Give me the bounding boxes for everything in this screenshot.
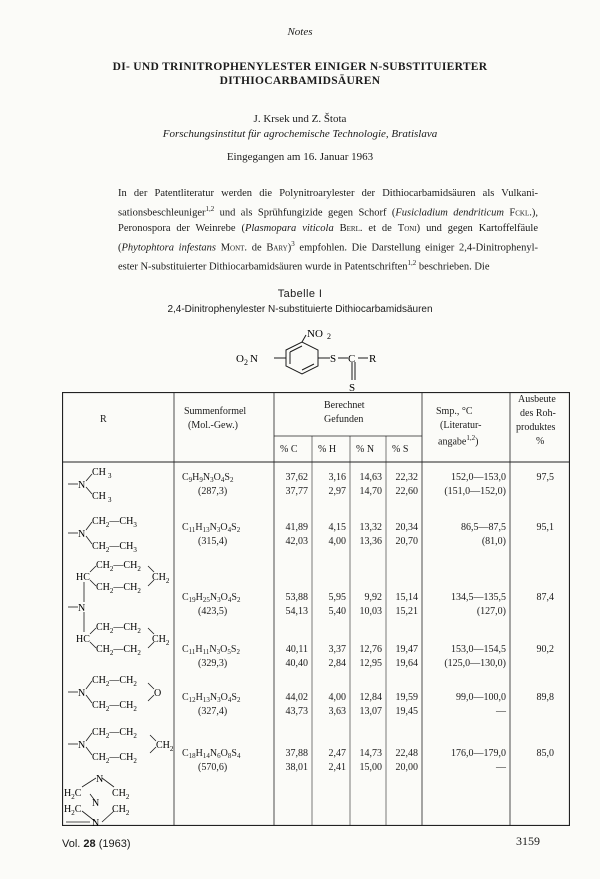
header-pct-s: % S — [392, 444, 409, 455]
r4-a: $CH_2—CH_2$ — [92, 675, 137, 688]
header-summenformel: Summenformel — [184, 406, 247, 417]
r6-n-mid: N — [92, 798, 100, 809]
value-s-calc: 19,47 — [395, 644, 418, 655]
footer-volume: Vol. 28 (1963) — [62, 838, 131, 850]
r1-a: CH — [92, 467, 106, 478]
melting-point: 134,5—135,5 — [451, 592, 506, 603]
yield: 90,2 — [536, 644, 554, 655]
table-label: Tabelle I — [277, 288, 323, 300]
r3-bot3: $CH_2$ — [152, 634, 170, 647]
value-h-calc: 5,95 — [328, 592, 346, 603]
o2n-n: N — [250, 353, 258, 365]
value-s-found: 19,45 — [395, 706, 418, 717]
value-h-calc: 2,47 — [328, 748, 346, 759]
yield: 89,8 — [536, 692, 554, 703]
r2-b: $CH_2—CH_3$ — [92, 541, 137, 554]
header-literatur: (Literatur- — [440, 420, 482, 431]
o2n-label: O — [236, 353, 244, 365]
mol-weight: (423,5) — [198, 606, 228, 617]
melting-point-lit: (151,0—152,0) — [444, 486, 506, 497]
value-s-found: 20,00 — [395, 762, 418, 773]
formula: $C_{12}H_{13}N_3O_4S_2$ — [182, 692, 241, 704]
melting-point: 176,0—179,0 — [451, 748, 506, 759]
data-table — [62, 392, 570, 826]
r3-top1: $CH_2—CH_2$ — [96, 560, 141, 573]
value-c-calc: 37,62 — [285, 472, 308, 483]
r3-n: N — [78, 603, 86, 614]
r5-m: $CH_2$ — [156, 740, 174, 753]
value-s-found: 19,64 — [395, 658, 418, 669]
r6-n-top: N — [96, 774, 104, 785]
mol-weight: (329,3) — [198, 658, 228, 669]
affiliation: Forschungsinstitut für agrochemische Technologie, Bratislava — [162, 128, 438, 140]
value-c-found: 54,13 — [285, 606, 308, 617]
value-c-calc: 37,88 — [285, 748, 308, 759]
yield: 95,1 — [536, 522, 554, 533]
melting-point: 86,5—87,5 — [461, 522, 506, 533]
r2-n: N — [78, 529, 86, 540]
value-s-calc: 22,32 — [395, 472, 418, 483]
r6-h2c-2: $H_2C$ — [64, 804, 82, 817]
value-c-found: 40,40 — [285, 658, 308, 669]
o2n-sub: 2 — [244, 358, 248, 367]
value-s-calc: 15,14 — [395, 592, 418, 603]
value-h-found: 3,63 — [328, 706, 346, 717]
table-caption: 2,4-Dinitrophenylester N-substituierte Dithiocarbamidsäuren — [167, 304, 433, 315]
value-n-calc: 12,76 — [359, 644, 382, 655]
header-produktes: produktes — [516, 422, 556, 433]
mol-weight: (287,3) — [198, 486, 228, 497]
r6-h2c-1: $H_2C$ — [64, 788, 82, 801]
yield: 97,5 — [536, 472, 554, 483]
value-h-calc: 4,15 — [328, 522, 346, 533]
value-s-found: 15,21 — [395, 606, 418, 617]
header-yield-pct: % — [536, 436, 545, 447]
r3-bot1: $CH_2—CH_2$ — [96, 622, 141, 635]
s2-label: S — [349, 382, 356, 394]
article-title — [0, 60, 600, 88]
melting-point-lit: (127,0) — [476, 606, 506, 617]
header-angabe: angabe$^{1,2}$) — [438, 434, 479, 448]
value-c-calc: 40,11 — [285, 644, 308, 655]
formula: $C_{11}H_{13}N_3O_4S_2$ — [182, 522, 241, 534]
r3-hc1: HC — [76, 572, 90, 583]
header-pct-n: % N — [356, 444, 375, 455]
melting-point: 152,0—153,0 — [451, 472, 506, 483]
header-pct-c: % C — [280, 444, 298, 455]
value-c-found: 43,73 — [285, 706, 308, 717]
svg-text:3: 3 — [108, 496, 112, 504]
running-header: Notes — [287, 26, 313, 38]
melting-point-lit: (125,0—130,0) — [444, 658, 506, 669]
value-h-calc: 3,37 — [328, 644, 346, 655]
formula: $C_9H_9N_3O_4S_2$ — [182, 472, 234, 484]
melting-point-lit: — — [496, 706, 506, 717]
value-n-calc: 12,84 — [359, 692, 382, 703]
value-n-found: 15,00 — [359, 762, 382, 773]
value-h-calc: 3,16 — [328, 472, 346, 483]
header-ausbeute: Ausbeute — [518, 394, 556, 405]
value-n-calc: 14,73 — [359, 748, 382, 759]
r3-top3: $CH_2$ — [152, 572, 170, 585]
authors: J. Krsek und Z. Štota — [253, 113, 347, 125]
r1-b: CH — [92, 491, 106, 502]
r4-o: O — [154, 688, 162, 699]
r6-ch2-1: $CH_2$ — [112, 788, 130, 801]
s-label: S — [330, 353, 337, 365]
value-n-calc: 14,63 — [359, 472, 382, 483]
header-smp: Smp., °C — [436, 406, 473, 417]
header-r: R — [100, 414, 107, 425]
value-s-found: 22,60 — [395, 486, 418, 497]
value-c-calc: 41,89 — [285, 522, 308, 533]
r3-bot2: $CH_2—CH_2$ — [96, 644, 141, 657]
value-n-found: 14,70 — [359, 486, 382, 497]
header-pct-h: % H — [318, 444, 337, 455]
value-h-found: 2,41 — [328, 762, 346, 773]
r1-n: N — [78, 480, 86, 491]
formula: $C_{11}H_{11}N_3O_5S_2$ — [182, 644, 240, 656]
melting-point-lit: (81,0) — [481, 536, 506, 547]
r5-b: $CH_2—CH_2$ — [92, 752, 137, 765]
yield: 85,0 — [536, 748, 554, 759]
value-c-found: 38,01 — [285, 762, 308, 773]
mol-weight: (327,4) — [198, 706, 228, 717]
title-line-2: DITHIOCARBAMIDSÄUREN — [219, 75, 381, 87]
melting-point: 153,0—154,5 — [451, 644, 506, 655]
value-h-found: 2,84 — [328, 658, 346, 669]
value-n-found: 13,07 — [359, 706, 382, 717]
value-s-calc: 19,59 — [395, 692, 418, 703]
r4-b: $CH_2—CH_2$ — [92, 700, 137, 713]
value-n-found: 13,36 — [359, 536, 382, 547]
value-c-calc: 44,02 — [285, 692, 308, 703]
value-s-calc: 20,34 — [395, 522, 418, 533]
header-molgew: (Mol.-Gew.) — [188, 420, 238, 431]
r6-n-bot: N — [92, 818, 100, 826]
yield: 87,4 — [536, 592, 554, 603]
r3-hc2: HC — [76, 634, 90, 645]
value-s-found: 20,70 — [395, 536, 418, 547]
c-label: C — [348, 353, 356, 365]
r3-top2: $CH_2—CH_2$ — [96, 582, 141, 595]
received-date: Eingegangen am 16. Januar 1963 — [226, 151, 374, 163]
r4-n: N — [78, 688, 86, 699]
r6-ch2-2: $CH_2$ — [112, 804, 130, 817]
r-groups — [62, 462, 174, 826]
melting-point-lit: — — [496, 762, 506, 773]
body-paragraph: In der Patentliteratur werden die Polynitroarylester der Dithiocarbamidsäuren als Vulkani-sationsbeschleuniger$^{1,2}$ und als Sprühfungizide gegen Schorf (Fusicladium dendriticum Fckl.), Peronospora der Weinrebe (Plasmopara viticola Berl. et de Toni) und gegen Kartoffelfäule (Phytophtora infestans Mont. de Bary)$^3$ empfohlen. Die Darstellung einiger 2,4-Dinitrophenyl-ester N-substituierter Dithiocarbamidsäuren wurde in Patentschriften$^{1,2}$ beschrieben. Die — [118, 188, 539, 273]
value-n-found: 12,95 — [359, 658, 382, 669]
value-h-calc: 4,00 — [328, 692, 346, 703]
mol-weight: (315,4) — [198, 536, 228, 547]
title-line-1: DI- UND TRINITROPHENYLESTER EINIGER N-SUBSTITUIERTER — [112, 61, 488, 73]
formula: $C_{19}H_{25}N_3O_4S_2$ — [182, 592, 241, 604]
value-n-calc: 13,32 — [359, 522, 382, 533]
no2-label: NO — [307, 328, 323, 340]
no2-sub: 2 — [327, 332, 331, 341]
page-number: 3159 — [516, 834, 540, 848]
value-n-found: 10,03 — [359, 606, 382, 617]
value-c-calc: 53,88 — [285, 592, 308, 603]
formula: $C_{18}H_{14}N_6O_8S_4$ — [182, 748, 241, 760]
r5-a: $CH_2—CH_2$ — [92, 727, 137, 740]
value-h-found: 2,97 — [328, 486, 346, 497]
value-h-found: 4,00 — [328, 536, 346, 547]
mol-weight: (570,6) — [198, 762, 228, 773]
value-s-calc: 22,48 — [395, 748, 418, 759]
r5-n: N — [78, 740, 86, 751]
r-label: R — [369, 353, 377, 365]
r2-a: $CH_2—CH_3$ — [92, 516, 137, 529]
header-berechnet: Berechnet — [324, 400, 365, 411]
value-c-found: 42,03 — [285, 536, 308, 547]
header-gefunden: Gefunden — [324, 414, 364, 425]
value-n-calc: 9,92 — [364, 592, 382, 603]
value-h-found: 5,40 — [328, 606, 346, 617]
melting-point: 99,0—100,0 — [456, 692, 506, 703]
header-des-roh: des Roh- — [520, 408, 556, 419]
svg-text:3: 3 — [108, 472, 112, 480]
value-c-found: 37,77 — [285, 486, 308, 497]
